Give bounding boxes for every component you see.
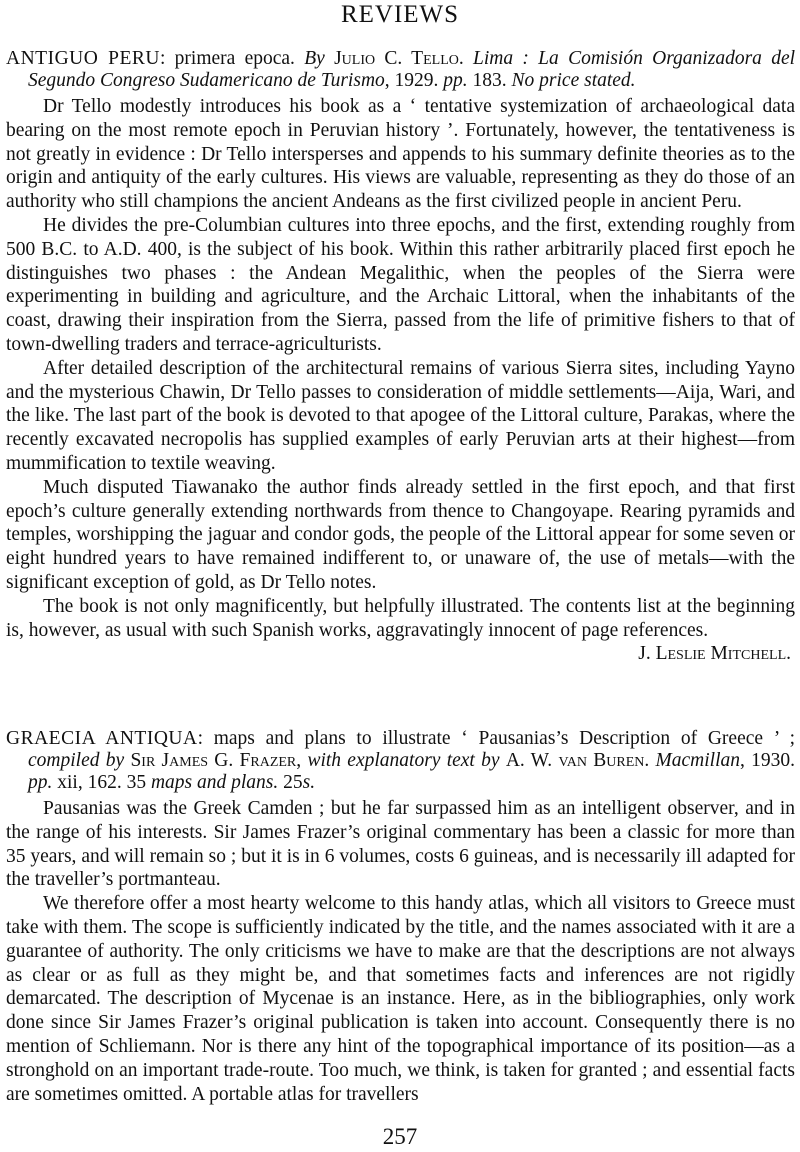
paragraph: We therefore offer a most hearty welcome to this handy atlas, which all visitors to Greece must take with them. The scope is sufficiently indicated by the title, and the names associated with it are a guarantee of authority. The only criticisms we have to make are that the descriptions are not always as clear or as full as they might be, and that sometimes facts and inferences are not rigidly demarcated. The description of Mycenae is an instance. Here, as in the bibliographies, only work done since Sir James Frazer’s original publication is taken into account. Consequently there is no mention of Schliemann. Nor is there any hint of the topographical importance of its position—as a stronghold on an important trade-route. Too much, we think, is taken for granted ; and essential facts are sometimes omitted. A portable atlas for travellers [6,893,795,1105]
compiled-by: compiled by [28,750,131,771]
author-name: Julio C. Tello [334,48,459,69]
heading-text: : maps and plans to illustrate ‘ Pausanias’s Description of Greece ’ ; [197,728,795,749]
review-body [6,95,795,665]
heading-by: By [304,48,335,69]
paragraph: After detailed description of the architectural remains of various Sierra sites, including Yayno and the mysterious Chawin, Dr Tello passes to consideration of middle settlements—Aija, Wari, and the like. The last part of the book is devoted to that apogee of the Littoral culture, Parakas, where the recently excavated necropolis has supplied examples of early Peruvian arts at their highest—from mummification to textile weaving. [6,357,795,474]
review-heading [6,48,795,92]
pub-year: , 1930. [740,750,796,771]
pages-label: pp. [443,70,468,91]
publisher: Macmillan [655,750,741,771]
heading-sep: . [644,750,656,771]
compiler-name: Sir James G. Frazer [130,750,297,771]
paragraph: Dr Tello modestly introduces his book as a ‘ tentative systemization of archaeological data bearing on the most remote epoch in Peruvian history ’. Fortunately, however, the tentativeness is not greatly in evidence : Dr Tello intersperses and appends to his summary definite theories as to the origin and antiquity of the early cultures. His views are valuable, representing as they do those of an authority who still champions the ancient Andeans as the first civilized people in ancient Peru. [6,96,795,213]
pub-year: , 1929. [384,70,444,91]
running-head: REVIEWS [340,1,460,28]
page-count: xii, 162. 35 [52,772,151,793]
paragraph: Pausanias was the Greek Camden ; but he far surpassed him as an intelligent observer, and in the range of his interests. Sir James Frazer’s original commentary has been a classic for more than 35 years, and will remain so ; but it is in 6 volumes, costs 6 guineas, and is necessarily ill adapted for the traveller’s portmanteau. [6,798,795,891]
book-title: GRAECIA ANTIQUA [6,728,198,749]
reviewer-signature: J. Leslie Mitchell. [638,643,791,665]
paragraph: He divides the pre-Columbian cultures into three epochs, and the first, extending roughly from 500 B.C. to A.D. 400, is the subject of his book. Within this rather arbitrarily placed first epoch he distinguishes two phases : the Andean Megalithic, when the peoples of the Sierra were experimenting in building and agriculture, and the Archaic Littoral, when the inhabitants of the coast, drawing their inspiration from the Sierra, passed from the life of primitive fishers to that of town-dwelling traders and terrace-agriculturists. [6,214,795,355]
page-number: 257 [382,1124,418,1149]
price: No price stated. [511,70,636,91]
review-body [6,797,795,1106]
maps-and-plans: maps and plans. [150,772,279,793]
heading-text: : primera epoca. [159,48,305,69]
heading-sep: . [458,48,474,69]
review-antiguo-peru [6,48,795,666]
heading-sep: , [296,750,308,771]
editor-name: A. W. van Buren [505,750,645,771]
price: 25 [278,772,303,793]
book-title: ANTIGUO PERU [6,48,160,69]
paragraph: Much disputed Tiawanako the author finds already settled in the first epoch, and that first epoch’s culture generally extending northwards from thence to Changoyape. Rearing pyramids and temples, worshipping the jaguar and condor gods, the people of the Littoral appear for some seven or eight hundred years to have remained indifferent to, or unaware of, the use of metals—with the significant exception of gold, as Dr Tello notes. [6,476,795,593]
pages-label: pp. [28,772,53,793]
paragraph [6,595,795,665]
review-heading [6,728,795,794]
publisher: Lima : La Comisión Organizadora del Segundo Congreso Sudamericano de Turismo [28,48,796,91]
review-graecia-antiqua [6,728,795,1106]
page-count: 183. [467,70,512,91]
text-by: with explanatory text by [307,750,506,771]
paragraph-text: The book is not only magnificently, but helpfully illustrated. The contents list at the beginning is, however, as usual with such Spanish works, aggravatingly innocent of page references. [6,595,795,641]
price-unit: s. [302,772,316,793]
